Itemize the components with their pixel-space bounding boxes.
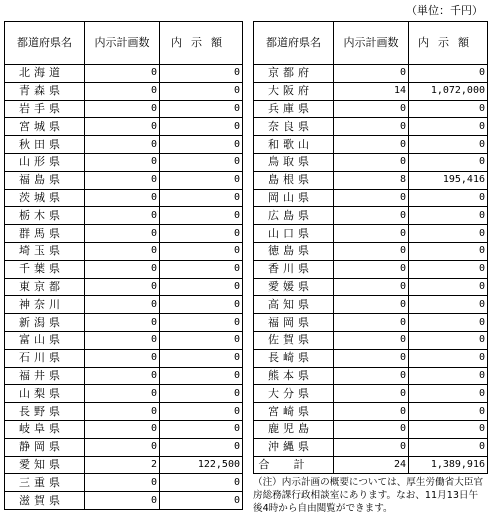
table-row (5, 349, 243, 367)
count-cell: 0 (85, 242, 160, 260)
pref-cell: 秋田県 (5, 136, 85, 154)
table-row (5, 385, 243, 403)
count-cell: 0 (334, 65, 409, 83)
table-row (5, 136, 243, 154)
table-row (254, 136, 488, 154)
table-row (254, 278, 488, 296)
amount-cell: 0 (409, 65, 488, 83)
count-cell: 0 (334, 260, 409, 278)
amount-cell: 0 (409, 331, 488, 349)
left-table (4, 21, 243, 510)
pref-cell: 青森県 (5, 82, 85, 100)
table-row (254, 100, 488, 118)
pref-cell: 愛媛県 (254, 278, 334, 296)
pref-cell: 佐賀県 (254, 331, 334, 349)
count-cell: 0 (334, 242, 409, 260)
amount-cell: 0 (409, 225, 488, 243)
header-count: 内示計画数 (334, 22, 409, 65)
count-cell: 0 (85, 331, 160, 349)
table-row (5, 367, 243, 385)
table-row (254, 171, 488, 189)
pref-cell: 三重県 (5, 474, 85, 492)
amount-cell: 0 (409, 314, 488, 332)
amount-cell: 0 (160, 474, 243, 492)
header-row (254, 22, 488, 65)
pref-cell: 岐阜県 (5, 420, 85, 438)
pref-cell: 大阪府 (254, 82, 334, 100)
amount-cell: 0 (409, 136, 488, 154)
table-row (254, 189, 488, 207)
footnote: （注）内示計画の概要については、厚生労働省大臣官房総務課行政相談室にあります。なお、11月13日午後4時から自由閲覧ができます。 (253, 477, 484, 514)
count-cell: 0 (334, 314, 409, 332)
count-cell: 14 (334, 82, 409, 100)
count-cell: 0 (85, 136, 160, 154)
table-row (5, 100, 243, 118)
pref-cell: 山梨県 (5, 385, 85, 403)
total-amount: 1,389,916 (409, 456, 488, 474)
amount-cell: 0 (160, 260, 243, 278)
table-row (254, 225, 488, 243)
count-cell: 0 (334, 136, 409, 154)
amount-cell: 0 (160, 189, 243, 207)
right-table (253, 21, 488, 474)
pref-cell: 兵庫県 (254, 100, 334, 118)
table-row (5, 314, 243, 332)
count-cell: 0 (85, 189, 160, 207)
count-cell: 0 (334, 296, 409, 314)
table-row (5, 260, 243, 278)
amount-cell: 0 (409, 403, 488, 421)
pref-cell: 群馬県 (5, 225, 85, 243)
pref-cell: 茨城県 (5, 189, 85, 207)
count-cell: 0 (85, 207, 160, 225)
pref-cell: 宮崎県 (254, 403, 334, 421)
table-row (254, 207, 488, 225)
pref-cell: 長崎県 (254, 349, 334, 367)
table-row (254, 349, 488, 367)
pref-cell: 栃木県 (5, 207, 85, 225)
amount-cell: 0 (409, 278, 488, 296)
pref-cell: 北海道 (5, 65, 85, 83)
table-row (5, 189, 243, 207)
header-amount: 内示額 (160, 22, 243, 65)
count-cell: 0 (334, 438, 409, 456)
header-pref: 都道府県名 (5, 22, 85, 65)
amount-cell: 0 (160, 349, 243, 367)
table-row (5, 65, 243, 83)
count-cell: 0 (85, 385, 160, 403)
count-cell: 0 (85, 492, 160, 510)
total-label: 合計 (254, 456, 334, 474)
header-count: 内示計画数 (85, 22, 160, 65)
count-cell: 0 (85, 349, 160, 367)
pref-cell: 岩手県 (5, 100, 85, 118)
count-cell: 0 (85, 153, 160, 171)
amount-cell: 0 (160, 492, 243, 510)
amount-cell: 0 (409, 420, 488, 438)
count-cell: 0 (85, 278, 160, 296)
count-cell: 0 (334, 331, 409, 349)
pref-cell: 福島県 (5, 171, 85, 189)
amount-cell: 0 (409, 438, 488, 456)
table-row (254, 242, 488, 260)
table-row (254, 367, 488, 385)
pref-cell: 愛知県 (5, 456, 85, 474)
amount-cell: 0 (409, 189, 488, 207)
amount-cell: 0 (160, 367, 243, 385)
amount-cell: 122,500 (160, 456, 243, 474)
pref-cell: 石川県 (5, 349, 85, 367)
count-cell: 0 (85, 474, 160, 492)
pref-cell: 富山県 (5, 331, 85, 349)
table-row (254, 403, 488, 421)
table-row (254, 153, 488, 171)
amount-cell: 0 (160, 100, 243, 118)
count-cell: 0 (334, 403, 409, 421)
pref-cell: 山口県 (254, 225, 334, 243)
amount-cell: 0 (409, 349, 488, 367)
count-cell: 0 (85, 171, 160, 189)
total-row (254, 456, 488, 474)
table-row (5, 225, 243, 243)
amount-cell: 0 (160, 296, 243, 314)
count-cell: 0 (334, 367, 409, 385)
amount-cell: 195,416 (409, 171, 488, 189)
pref-cell: 沖縄県 (254, 438, 334, 456)
count-cell: 0 (85, 225, 160, 243)
table-row (5, 438, 243, 456)
count-cell: 0 (85, 296, 160, 314)
amount-cell: 0 (160, 438, 243, 456)
amount-cell: 0 (160, 420, 243, 438)
amount-cell: 0 (160, 385, 243, 403)
count-cell: 0 (85, 438, 160, 456)
pref-cell: 神奈川 (5, 296, 85, 314)
amount-cell: 0 (160, 331, 243, 349)
table-row (5, 420, 243, 438)
unit-label: （単位：千円） (406, 4, 483, 17)
amount-cell: 0 (409, 118, 488, 136)
pref-cell: 香川県 (254, 260, 334, 278)
pref-cell: 滋賀県 (5, 492, 85, 510)
table-row (5, 171, 243, 189)
amount-cell: 0 (409, 296, 488, 314)
amount-cell: 0 (160, 242, 243, 260)
table-row (5, 153, 243, 171)
header-amount: 内示額 (409, 22, 488, 65)
table-row (254, 314, 488, 332)
table-row (254, 331, 488, 349)
pref-cell: 長野県 (5, 403, 85, 421)
count-cell: 0 (334, 207, 409, 225)
count-cell: 0 (85, 420, 160, 438)
table-row (5, 403, 243, 421)
amount-cell: 0 (409, 367, 488, 385)
table-row (5, 492, 243, 510)
count-cell: 0 (334, 100, 409, 118)
amount-cell: 0 (160, 118, 243, 136)
amount-cell: 0 (160, 171, 243, 189)
count-cell: 0 (85, 65, 160, 83)
table-row (5, 331, 243, 349)
pref-cell: 徳島県 (254, 242, 334, 260)
pref-cell: 京都府 (254, 65, 334, 83)
amount-cell: 0 (160, 65, 243, 83)
pref-cell: 岡山県 (254, 189, 334, 207)
count-cell: 0 (334, 420, 409, 438)
table-row (254, 385, 488, 403)
amount-cell: 0 (160, 153, 243, 171)
table-row (5, 242, 243, 260)
table-row (5, 474, 243, 492)
amount-cell: 0 (409, 207, 488, 225)
table-row (254, 65, 488, 83)
amount-cell: 0 (409, 260, 488, 278)
amount-cell: 0 (160, 278, 243, 296)
pref-cell: 広島県 (254, 207, 334, 225)
pref-cell: 新潟県 (5, 314, 85, 332)
pref-cell: 東京都 (5, 278, 85, 296)
count-cell: 0 (334, 349, 409, 367)
pref-cell: 福岡県 (254, 314, 334, 332)
header-pref: 都道府県名 (254, 22, 334, 65)
pref-cell: 鹿児島 (254, 420, 334, 438)
amount-cell: 0 (409, 385, 488, 403)
amount-cell: 1,072,000 (409, 82, 488, 100)
pref-cell: 高知県 (254, 296, 334, 314)
count-cell: 8 (334, 171, 409, 189)
count-cell: 0 (85, 100, 160, 118)
pref-cell: 熊本県 (254, 367, 334, 385)
pref-cell: 奈良県 (254, 118, 334, 136)
table-row (254, 118, 488, 136)
amount-cell: 0 (160, 82, 243, 100)
amount-cell: 0 (160, 225, 243, 243)
table-row (254, 82, 488, 100)
pref-cell: 鳥取県 (254, 153, 334, 171)
table-row (5, 118, 243, 136)
amount-cell: 0 (160, 136, 243, 154)
table-row (254, 260, 488, 278)
count-cell: 0 (85, 118, 160, 136)
table-row (5, 207, 243, 225)
count-cell: 0 (334, 278, 409, 296)
pref-cell: 福井県 (5, 367, 85, 385)
count-cell: 0 (85, 367, 160, 385)
table-row (254, 296, 488, 314)
amount-cell: 0 (409, 153, 488, 171)
table-row (5, 296, 243, 314)
header-row (5, 22, 243, 65)
count-cell: 0 (85, 82, 160, 100)
count-cell: 0 (334, 385, 409, 403)
amount-cell: 0 (160, 207, 243, 225)
count-cell: 0 (85, 403, 160, 421)
count-cell: 0 (334, 225, 409, 243)
total-count: 24 (334, 456, 409, 474)
pref-cell: 千葉県 (5, 260, 85, 278)
pref-cell: 大分県 (254, 385, 334, 403)
amount-cell: 0 (160, 403, 243, 421)
pref-cell: 和歌山 (254, 136, 334, 154)
table-row (254, 420, 488, 438)
count-cell: 2 (85, 456, 160, 474)
pref-cell: 山形県 (5, 153, 85, 171)
amount-cell: 0 (160, 314, 243, 332)
amount-cell: 0 (409, 242, 488, 260)
count-cell: 0 (85, 314, 160, 332)
pref-cell: 静岡県 (5, 438, 85, 456)
table-row (5, 456, 243, 474)
pref-cell: 宮城県 (5, 118, 85, 136)
pref-cell: 埼玉県 (5, 242, 85, 260)
count-cell: 0 (85, 260, 160, 278)
table-row (5, 82, 243, 100)
pref-cell: 島根県 (254, 171, 334, 189)
count-cell: 0 (334, 153, 409, 171)
table-row (254, 438, 488, 456)
count-cell: 0 (334, 118, 409, 136)
amount-cell: 0 (409, 100, 488, 118)
table-row (5, 278, 243, 296)
count-cell: 0 (334, 189, 409, 207)
